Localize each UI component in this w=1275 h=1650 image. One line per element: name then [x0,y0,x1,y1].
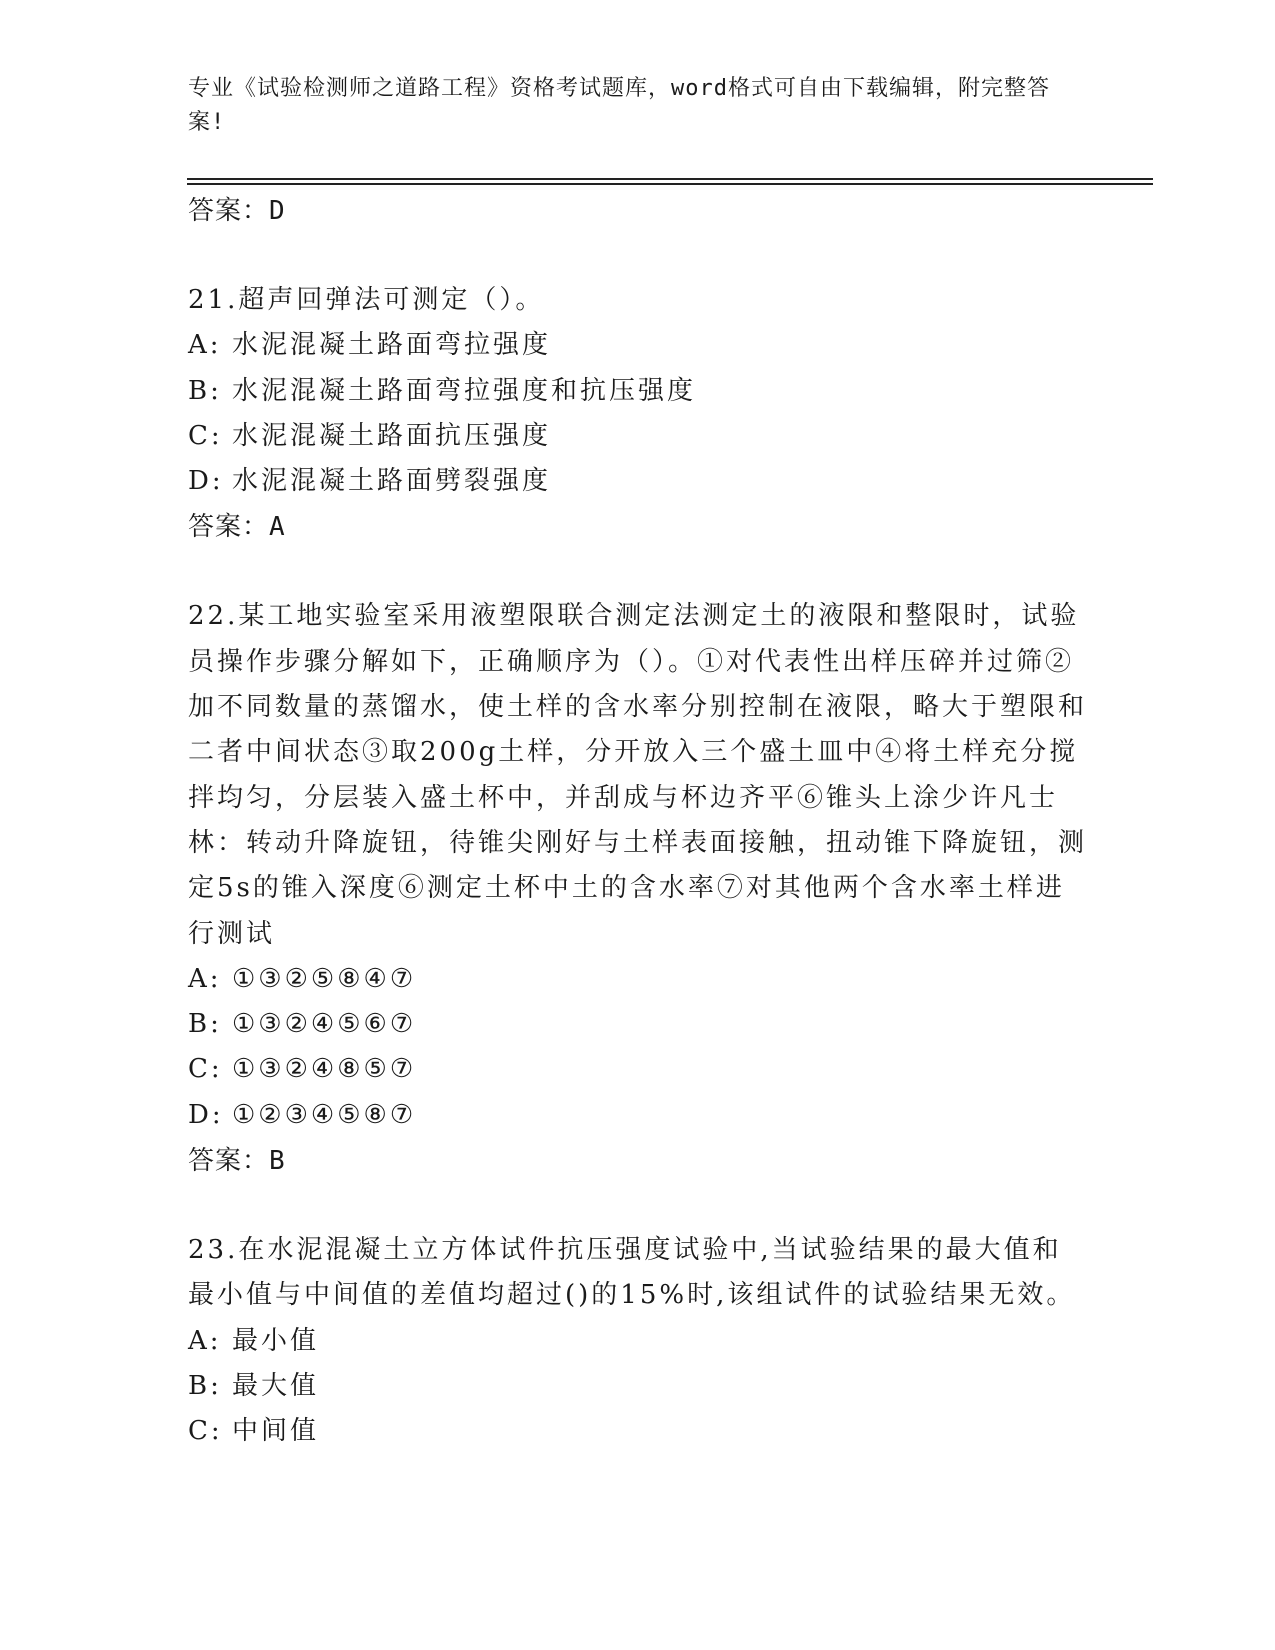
answer-value: D [269,196,286,226]
answer-line [188,188,1088,234]
option-d [188,459,1088,504]
option-text: 水泥混凝土路面弯拉强度和抗压强度 [232,375,697,406]
question-text: 23.在水泥混凝土立方体试件抗压强度试验中,当试验结果的最大值和最小值与中间值的差值均超过()的15%时,该组试件的试验结果无效。 [188,1235,1076,1311]
option-text: ①③②④⑧⑤⑦ [232,1054,417,1085]
answer-line [188,504,1088,550]
option-text: 最小值 [232,1325,320,1356]
option-key: A: [188,330,222,361]
option-c [188,414,1088,459]
option-text: 最大值 [232,1370,320,1401]
header-rule-top [187,178,1153,180]
answer-value: B [269,1146,286,1177]
question-text: 21.超声回弹法可测定（）。 [188,285,545,315]
option-text: 水泥混凝土路面抗压强度 [232,420,552,451]
option-text: ①③②④⑤⑥⑦ [232,1009,417,1040]
option-text: 水泥混凝土路面劈裂强度 [232,466,552,497]
option-key: B: [188,1370,222,1401]
question-22 [188,594,1088,1184]
answer-label: 答案： [188,512,270,543]
option-key: D: [188,466,224,497]
question-23 [188,1228,1088,1454]
option-key: C: [188,1416,223,1447]
option-key: D: [188,1099,224,1130]
option-c [188,1409,1088,1454]
option-key: B: [188,1009,222,1040]
option-text: 中间值 [232,1416,320,1447]
answer-value: A [269,512,286,543]
option-text: 水泥混凝土路面弯拉强度 [232,330,552,361]
option-d [188,1093,1088,1138]
answer-line [188,1138,1088,1184]
question-21 [188,278,1088,550]
answer-label: 答案： [188,1146,270,1177]
option-text: ①③②⑤⑧④⑦ [232,963,417,994]
answer-label: 答案： [188,196,270,226]
option-key: A: [188,963,222,994]
document-body [188,188,1088,1455]
page-header: 专业《试验检测师之道路工程》资格考试题库，word格式可自由下载编辑，附完整答案! [188,76,1050,135]
option-b [188,369,1088,414]
option-a [188,957,1088,1002]
question-text: 22.某工地实验室采用液塑限联合测定法测定土的液限和整限时，试验员操作步骤分解如下，正确顺序为（）。①对代表性出样压碎并过筛②加不同数量的蒸馏水，使土样的含水率分别控制在液限，略大于塑限和二者中间状态③取200g土样，分开放入三个盛土皿中④将土样充分搅拌均匀，分层装入盛土杯中，并刮成与杯边齐平⑥锥头上涂少许凡士林：转动升降旋钮，待锥尖刚好与土样表面接触，扭动锥下降旋钮，测定5s的锥入深度⑥测定土杯中土的含水率⑦对其他两个含水率土样进行测试 [188,601,1088,949]
option-a [188,323,1088,368]
option-b [188,1002,1088,1047]
option-text: ①②③④⑤⑧⑦ [232,1099,417,1130]
option-key: C: [188,1054,223,1085]
header-rule-bottom [187,183,1153,185]
option-key: A: [188,1325,222,1356]
option-a [188,1319,1088,1364]
option-c [188,1047,1088,1092]
option-key: C: [188,420,223,451]
option-key: B: [188,375,222,406]
option-b [188,1364,1088,1409]
